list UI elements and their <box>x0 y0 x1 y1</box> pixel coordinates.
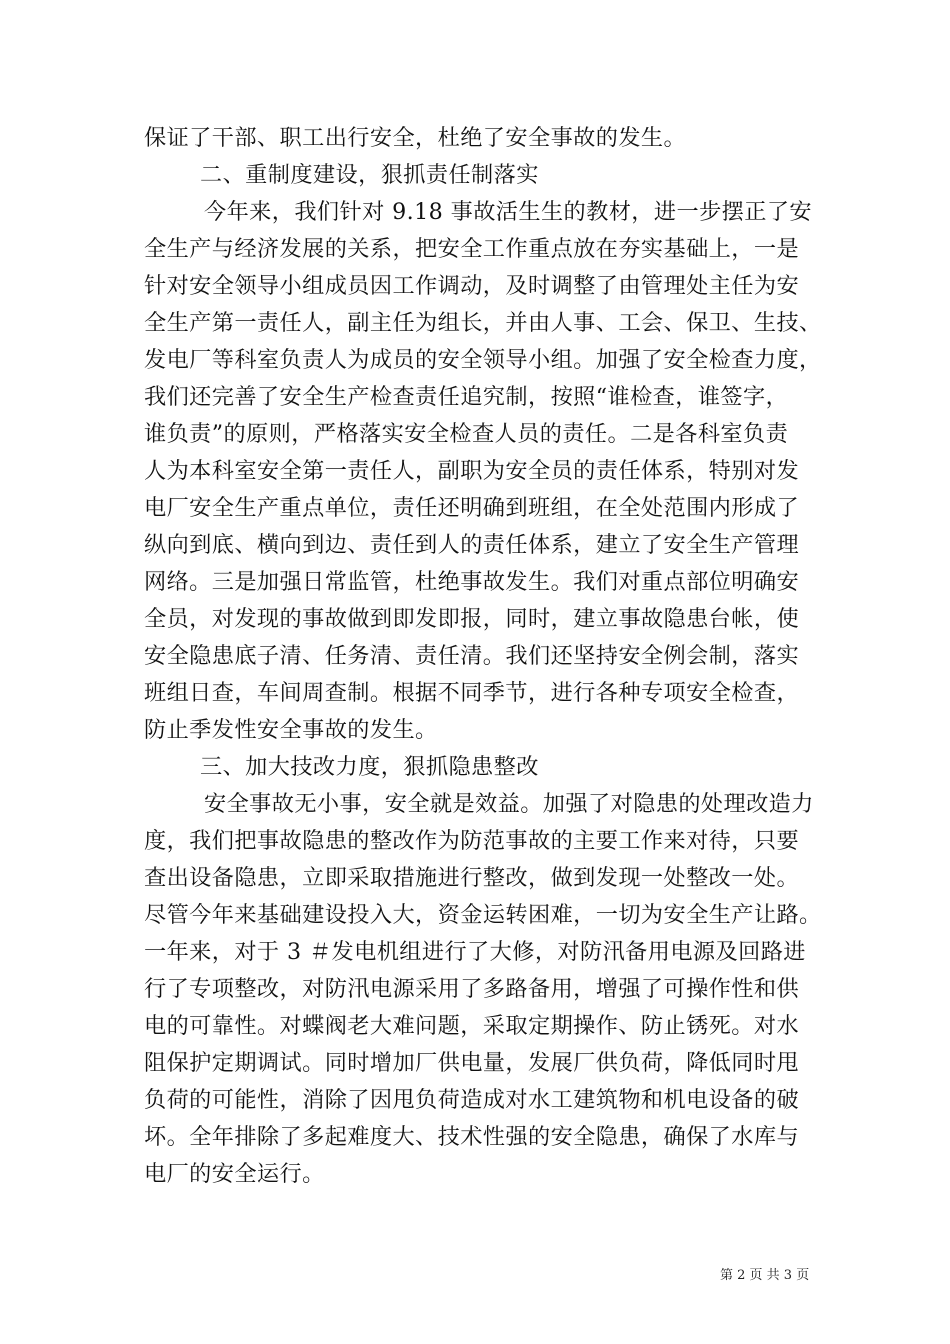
section-heading: 三、加大技改力度，狠抓隐患整改 <box>200 754 539 780</box>
paragraph-line: 一年来，对于 3 ＃发电机组进行了大修，对防汛备用电源及回路进 <box>144 939 806 965</box>
paragraph-line: 度，我们把事故隐患的整改作为防范事故的主要工作来对待，只要 <box>144 828 800 854</box>
paragraph-line: 全员，对发现的事故做到即发即报，同时，建立事故隐患台帐，使 <box>144 606 800 632</box>
paragraph-line: 全生产第一责任人，副主任为组长，并由人事、工会、保卫、生技、 <box>144 310 822 336</box>
paragraph-line: 安全隐患底子清、任务清、责任清。我们还坚持安全例会制，落实 <box>144 643 800 669</box>
page-indicator: 第 2 页 共 3 页 <box>720 1268 810 1283</box>
paragraph-line: 尽管今年来基础建设投入大，资金运转困难，一切为安全生产让路。 <box>144 902 822 928</box>
paragraph-line: 人为本科室安全第一责任人，副职为安全员的责任体系，特别对发 <box>144 458 800 484</box>
paragraph-line: 防止季发性安全事故的发生。 <box>144 717 438 743</box>
paragraph-line: 安全事故无小事，安全就是效益。加强了对隐患的处理改造力 <box>204 791 814 817</box>
paragraph-line: 网络。三是加强日常监管，杜绝事故发生。我们对重点部位明确安 <box>144 569 800 595</box>
section-heading: 二、重制度建设，狠抓责任制落实 <box>200 162 539 188</box>
paragraph-line: 电厂安全生产重点单位，责任还明确到班组，在全处范围内形成了 <box>144 495 800 521</box>
paragraph-line: 谁负责”的原则，严格落实安全检查人员的责任。二是各科室负责 <box>144 421 789 447</box>
paragraph-line: 发电厂等科室负责人为成员的安全领导小组。加强了安全检查力度， <box>144 347 822 373</box>
paragraph-line: 纵向到底、横向到边、责任到人的责任体系，建立了安全生产管理 <box>144 532 800 558</box>
paragraph-line: 负荷的可能性，消除了因甩负荷造成对水工建筑物和机电设备的破 <box>144 1087 800 1113</box>
paragraph-line: 阻保护定期调试。同时增加厂供电量，发展厂供负荷，降低同时甩 <box>144 1050 800 1076</box>
paragraph-line: 班组日查，车间周查制。根据不同季节，进行各种专项安全检查， <box>144 680 800 706</box>
paragraph-line: 电的可靠性。对蝶阀老大难问题，采取定期操作、防止锈死。对水 <box>144 1013 800 1039</box>
paragraph-line: 全生产与经济发展的关系，把安全工作重点放在夯实基础上，一是 <box>144 236 800 262</box>
paragraph-line: 坏。全年排除了多起难度大、技术性强的安全隐患，确保了水库与 <box>144 1124 800 1150</box>
paragraph-line: 电厂的安全运行。 <box>144 1161 325 1187</box>
paragraph-line: 我们还完善了安全生产检查责任追究制，按照“谁检查，谁签字， <box>144 384 789 410</box>
paragraph-line: 查出设备隐患，立即采取措施进行整改，做到发现一处整改一处。 <box>144 865 800 891</box>
paragraph-line: 保证了干部、职工出行安全，杜绝了安全事故的发生。 <box>144 125 687 151</box>
paragraph-line: 行了专项整改，对防汛电源采用了多路备用，增强了可操作性和供 <box>144 976 800 1002</box>
paragraph-line: 今年来，我们针对 9.18 事故活生生的教材，进一步摆正了安 <box>204 199 813 225</box>
paragraph-line: 针对安全领导小组成员因工作调动，及时调整了由管理处主任为安 <box>144 273 800 299</box>
